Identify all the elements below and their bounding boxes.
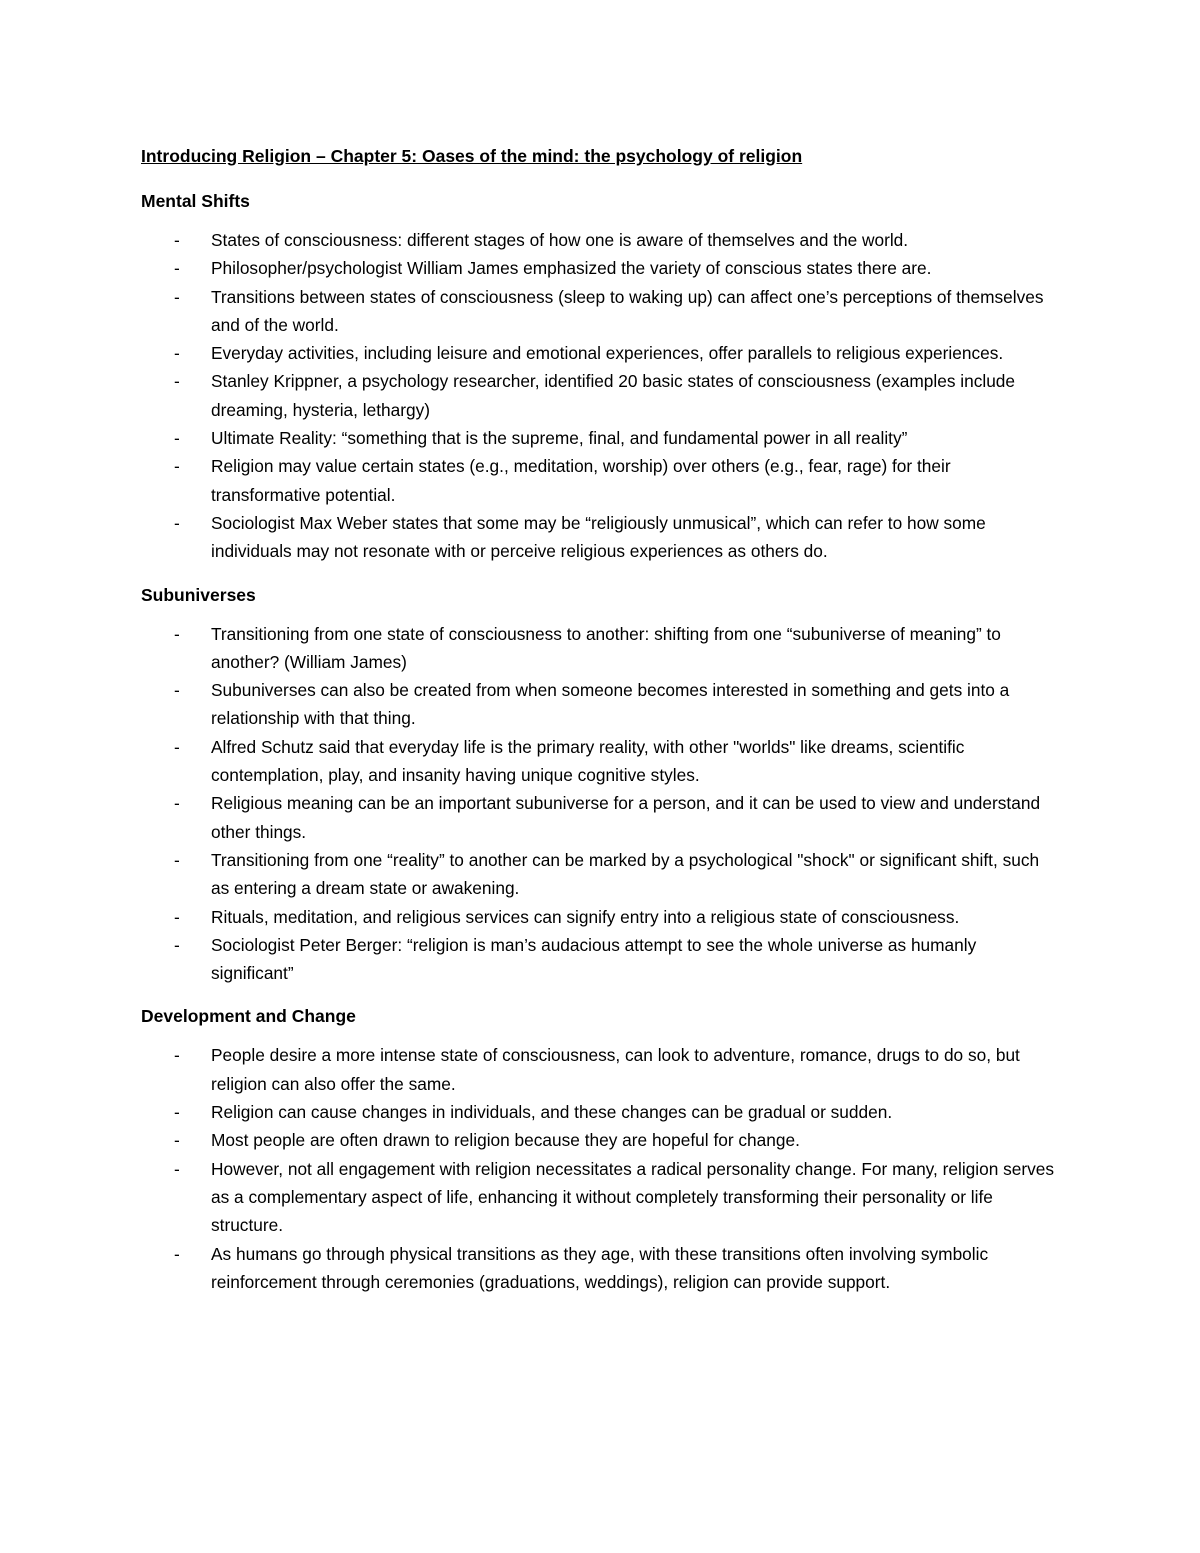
list-item-text: Stanley Krippner, a psychology researcher, identified 20 basic states of consciousness (examples include dreaming, hysteria, lethargy) xyxy=(211,371,1016,420)
dash-bullet-icon: - xyxy=(174,1102,180,1123)
dash-bullet-icon: - xyxy=(174,1130,180,1151)
list-item-text: Religion may value certain states (e.g., meditation, worship) over others (e.g., fear, rage) for their transformative potential. xyxy=(211,456,951,505)
bullet-list xyxy=(141,226,1061,566)
list-item xyxy=(141,789,1061,846)
dash-bullet-icon: - xyxy=(174,680,180,701)
document-title: Introducing Religion – Chapter 5: Oases of the mind: the psychology of religion xyxy=(141,146,803,166)
section-heading: Subuniverses xyxy=(141,584,256,605)
list-item xyxy=(141,509,1061,566)
list-item-text: Transitioning from one state of consciousness to another: shifting from one “subuniverse of meaning” to another? (William James) xyxy=(211,623,1001,672)
dash-bullet-icon: - xyxy=(174,793,180,814)
list-item-text: Ultimate Reality: “something that is the supreme, final, and fundamental power in all reality” xyxy=(211,428,908,449)
list-item xyxy=(141,931,1061,988)
list-item-text: Sociologist Max Weber states that some may be “religiously unmusical”, which can refer to how some individuals may not resonate with or perceive religious experiences as others do. xyxy=(211,512,986,562)
dash-bullet-icon: - xyxy=(174,623,180,644)
list-item xyxy=(141,676,1061,733)
list-item-text: Transitions between states of consciousness (sleep to waking up) can affect one’s perceptions of themselves and of the world. xyxy=(211,286,1044,335)
dash-bullet-icon: - xyxy=(174,512,180,533)
dash-bullet-icon: - xyxy=(174,1158,180,1179)
dash-bullet-icon: - xyxy=(174,258,180,279)
dash-bullet-icon: - xyxy=(174,456,180,477)
dash-bullet-icon: - xyxy=(174,230,180,250)
list-item xyxy=(141,283,1061,340)
section-mental-shifts xyxy=(141,186,1061,566)
bullet-list xyxy=(141,1041,1061,1296)
list-item-text: Transitioning from one “reality” to another can be marked by a psychological "shock" or significant shift, such as entering a dream state or awakening. xyxy=(211,849,1040,899)
list-item-text: Everyday activities, including leisure and emotional experiences, offer parallels to religious experiences. xyxy=(211,343,1004,364)
dash-bullet-icon: - xyxy=(174,343,180,364)
list-item-text: As humans go through physical transitions as they age, with these transitions often involving symbolic reinforcement through ceremonies (graduations, weddings), religion can provide support. xyxy=(211,1243,989,1292)
list-item xyxy=(141,1126,1061,1154)
list-item-text: Philosopher/psychologist William James emphasized the variety of conscious states there are. xyxy=(211,258,932,279)
list-item xyxy=(141,733,1061,790)
list-item xyxy=(141,254,1061,282)
dash-bullet-icon: - xyxy=(174,849,180,870)
list-item-text: Subuniverses can also be created from when someone becomes interested in something and gets into a relationship with that thing. xyxy=(211,680,1010,729)
list-item xyxy=(141,1098,1061,1126)
dash-bullet-icon: - xyxy=(174,1243,180,1264)
list-item xyxy=(141,1155,1061,1240)
list-item xyxy=(141,226,1061,254)
document-page xyxy=(141,140,1061,1310)
list-item-text: Religion can cause changes in individuals, and these changes can be gradual or sudden. xyxy=(211,1102,893,1123)
list-item xyxy=(141,620,1061,677)
dash-bullet-icon: - xyxy=(174,428,180,449)
dash-bullet-icon: - xyxy=(174,371,180,392)
bullet-list xyxy=(141,620,1061,988)
list-item-text: Religious meaning can be an important subuniverse for a person, and it can be used to view and understand other things. xyxy=(211,793,1041,842)
dash-bullet-icon: - xyxy=(174,934,180,955)
dash-bullet-icon: - xyxy=(174,286,180,307)
list-item-text: However, not all engagement with religion necessitates a radical personality change. For many, religion serves as a complementary aspect of life, enhancing it without completely transforming their personality or life structure. xyxy=(211,1158,1055,1236)
list-item-text: Most people are often drawn to religion because they are hopeful for change. xyxy=(211,1130,800,1151)
dash-bullet-icon: - xyxy=(174,736,180,757)
section-development-and-change xyxy=(141,1001,1061,1296)
list-item xyxy=(141,903,1061,931)
section-heading: Mental Shifts xyxy=(141,191,250,211)
list-item-text: People desire a more intense state of consciousness, can look to adventure, romance, drugs to do so, but religion can also offer the same. xyxy=(211,1045,1020,1094)
list-item xyxy=(141,424,1061,452)
list-item-text: Rituals, meditation, and religious services can signify entry into a religious state of consciousness. xyxy=(211,906,960,927)
list-item-text: Alfred Schutz said that everyday life is the primary reality, with other "worlds" like dreams, scientific contemplation, play, and insanity having unique cognitive styles. xyxy=(211,736,965,786)
section-subuniverses xyxy=(141,580,1061,988)
section-heading: Development and Change xyxy=(141,1006,356,1027)
dash-bullet-icon: - xyxy=(174,906,180,927)
dash-bullet-icon: - xyxy=(174,1045,180,1066)
list-item-text: Sociologist Peter Berger: “religion is man’s audacious attempt to see the whole universe as humanly significant” xyxy=(211,934,977,984)
list-item xyxy=(141,339,1061,367)
list-item xyxy=(141,367,1061,424)
list-item-text: States of consciousness: different stages of how one is aware of themselves and the world. xyxy=(211,230,909,250)
list-item xyxy=(141,1041,1061,1098)
list-item xyxy=(141,846,1061,903)
list-item xyxy=(141,452,1061,509)
list-item xyxy=(141,1240,1061,1297)
